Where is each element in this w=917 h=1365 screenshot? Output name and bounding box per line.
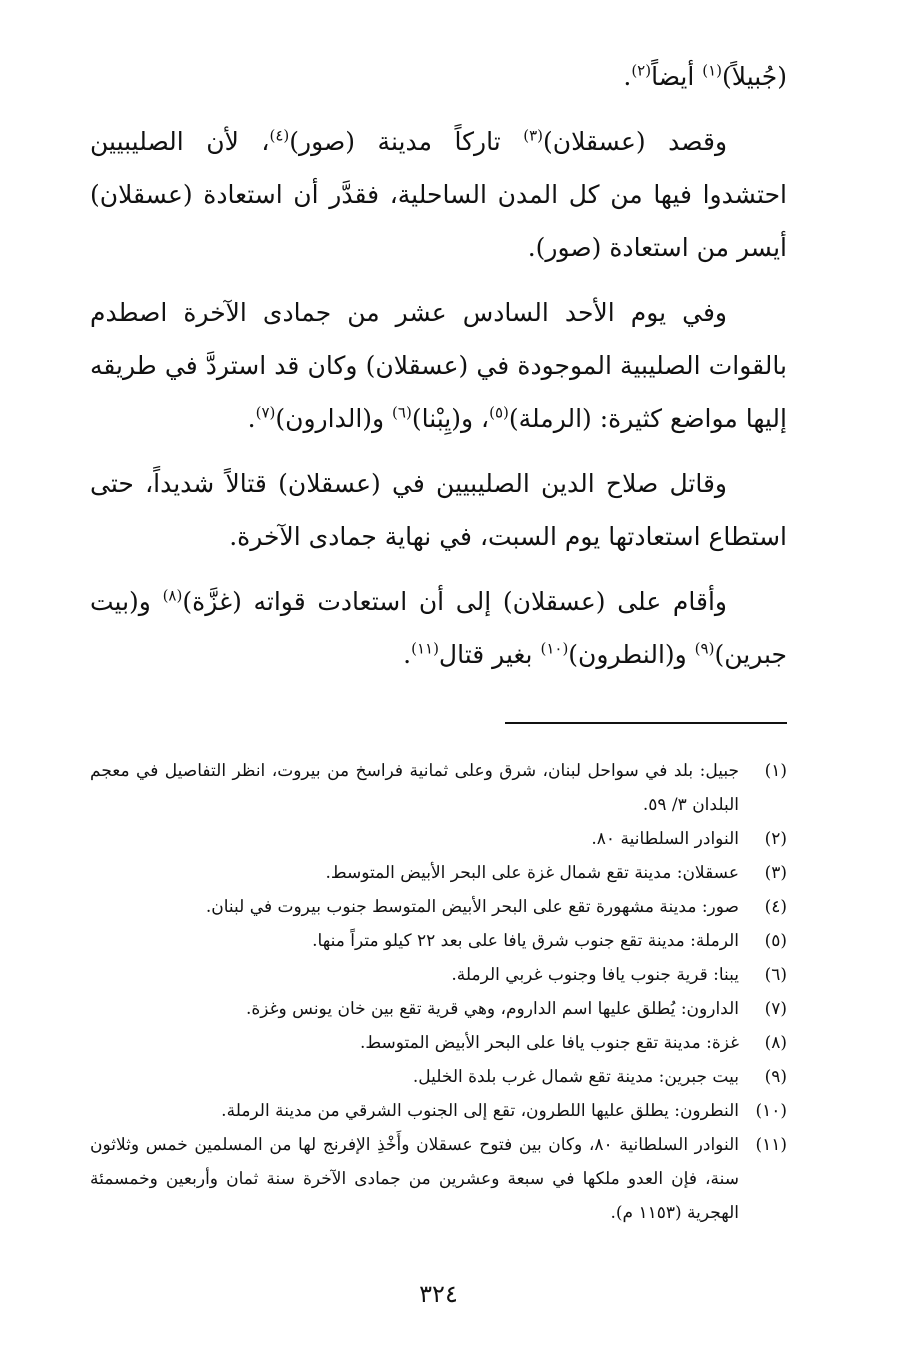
book-page	[90, 50, 787, 1325]
footnote-marker: (٧)	[255, 403, 276, 422]
footnote-marker: (٨)	[162, 586, 183, 605]
footnote-text: الرملة: مدينة تقع جنوب شرق يافا على بعد ٢٢ كيلو متراً منها.	[312, 931, 739, 951]
footnote-number: (١١)	[755, 1135, 787, 1155]
paragraph-saladin-fight	[90, 457, 787, 563]
paragraph-text: وفي يوم الأحد السادس عشر من جمادى الآخرة اصطدم بالقوات الصليبية الموجودة في (عسقلان) وكان قد استردَّ في طريقه إليها مواضع كثيرة: (الرملة)	[90, 298, 787, 433]
footnote-text: بيت جبرين: مدينة تقع شمال غرب بلدة الخليل.	[412, 1067, 739, 1087]
footnote-number: (٢)	[764, 829, 787, 849]
footnote-item	[90, 890, 787, 924]
footnote-item	[90, 1094, 787, 1128]
paragraph-battle-sunday	[90, 286, 787, 445]
footnote-number: (٧)	[764, 999, 787, 1019]
footnote-marker: (٩)	[694, 639, 715, 658]
footnote-item	[90, 1026, 787, 1060]
paragraph-text: و(النطرون)	[568, 640, 695, 669]
footnote-number: (٣)	[764, 863, 787, 883]
paragraph-ascalon-intent	[90, 115, 787, 274]
paragraph-text: (جُبيلاً)	[722, 62, 787, 91]
footnote-marker: (٥)	[489, 403, 509, 422]
paragraph-text: بغير قتال	[438, 640, 541, 669]
paragraph-text: ، لأن الصليبيين احتشدوا فيها من كل المدن الساحلية، فقدَّر أن استعادة (عسقلان) أيسر من استعادة (صور).	[90, 127, 787, 262]
footnote-text: الدارون: يُطلق عليها اسم الداروم، وهي قرية تقع بين خان يونس وغزة.	[245, 999, 739, 1019]
footnote-text: عسقلان: مدينة تقع شمال غزة على البحر الأبيض المتوسط.	[325, 863, 739, 883]
paragraph-text: ، و(يِبْنا)	[411, 404, 490, 433]
paragraph-text: .	[247, 404, 256, 433]
footnote-item	[90, 992, 787, 1026]
footnote-text: جبيل: بلد في سواحل لبنان، شرق وعلى ثمانية فراسخ من بيروت، انظر التفاصيل في معجم البلدان ٣/ ٥٩.	[90, 761, 739, 815]
footnote-marker: (٦)	[392, 403, 412, 422]
footnote-item	[90, 924, 787, 958]
paragraph-text: .	[623, 62, 632, 91]
footnote-number: (١)	[764, 761, 787, 781]
paragraph-text: وأقام على (عسقلان) إلى أن استعادت قواته (غزَّة)	[182, 587, 727, 616]
footnote-separator	[505, 722, 787, 724]
paragraph-continuation	[90, 50, 787, 103]
footnote-item	[90, 754, 787, 822]
paragraph-text: .	[403, 640, 412, 669]
footnotes-list	[90, 754, 787, 1230]
footnote-text: صور: مدينة مشهورة تقع على البحر الأبيض المتوسط جنوب بيروت في لبنان.	[205, 897, 739, 917]
paragraph-gaza-recovery	[90, 575, 787, 681]
paragraph-text: و(الدارون)	[275, 404, 393, 433]
footnote-marker: (١)	[702, 61, 723, 80]
footnote-text: يبنا: قرية جنوب يافا وجنوب غربي الرملة.	[451, 965, 739, 985]
footnote-number: (٥)	[764, 931, 787, 951]
footnote-item	[90, 958, 787, 992]
footnote-item	[90, 856, 787, 890]
paragraph-text: أيضاً	[651, 62, 703, 91]
footnote-text: غزة: مدينة تقع جنوب يافا على البحر الأبيض المتوسط.	[359, 1033, 739, 1053]
footnote-item	[90, 1128, 787, 1230]
paragraph-text: و(بيت جبرين)	[90, 587, 787, 669]
footnote-number: (١٠)	[755, 1101, 787, 1121]
footnote-marker: (٤)	[269, 126, 290, 145]
footnote-marker: (٢)	[631, 61, 652, 80]
footnote-marker: (١١)	[411, 639, 439, 658]
footnote-number: (٨)	[764, 1033, 787, 1053]
main-text	[90, 50, 787, 681]
footnote-number: (٦)	[764, 965, 787, 985]
paragraph-text: وقاتل صلاح الدين الصليبيين في (عسقلان) قتالاً شديداً، حتى استطاع استعادتها يوم السبت، في نهاية جمادى الآخرة.	[90, 469, 787, 551]
paragraph-text: وقصد (عسقلان)	[543, 127, 728, 156]
footnote-number: (٩)	[764, 1067, 787, 1087]
footnote-number: (٤)	[764, 897, 787, 917]
page-number: ٣٢٤	[419, 1280, 458, 1308]
footnote-text: النطرون: يطلق عليها اللطرون، تقع إلى الجنوب الشرقي من مدينة الرملة.	[221, 1101, 739, 1121]
footnote-marker: (٣)	[523, 126, 543, 145]
paragraph-text: تاركاً مدينة (صور)	[289, 127, 524, 156]
footnote-text: النوادر السلطانية ٨٠، وكان بين فتوح عسقلان وأَخْذِ الإفرنج لها من المسلمين خمس وثلاثون سنة، فإن العدو ملكها في سبعة وعشرين من جمادى الآخرة سنة ثمان وأربعين وخمسمئة الهجرية (١١٥٣ م).	[90, 1135, 739, 1223]
footnote-item	[90, 822, 787, 856]
footnote-item	[90, 1060, 787, 1094]
footnote-text: النوادر السلطانية ٨٠.	[591, 829, 739, 849]
footnote-marker: (١٠)	[540, 639, 569, 658]
